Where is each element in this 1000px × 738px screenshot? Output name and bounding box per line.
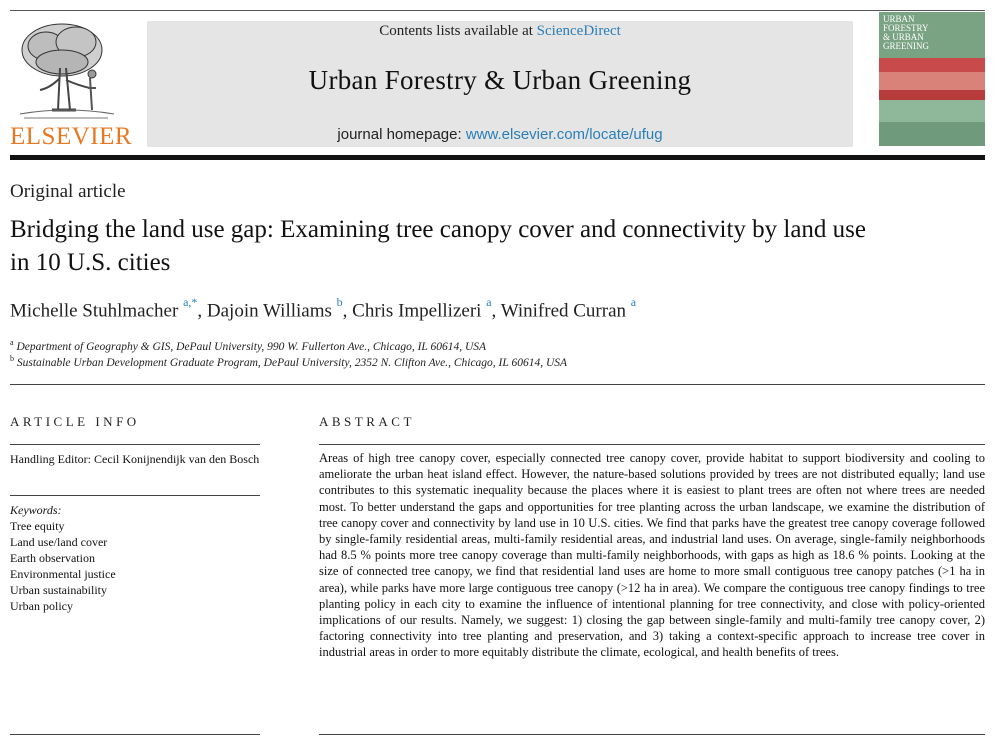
journal-title: Urban Forestry & Urban Greening: [308, 65, 692, 95]
author-affiliation-mark[interactable]: a: [630, 295, 637, 309]
keyword[interactable]: Urban sustainability: [10, 583, 107, 597]
section-rule: [10, 384, 985, 385]
article-type: Original article: [10, 181, 126, 202]
header-thick-rule: [10, 155, 985, 160]
abstract-bottom-rule: [319, 734, 985, 735]
cover-band-dark-green: [879, 122, 985, 146]
cover-band-green: [879, 100, 985, 122]
keyword[interactable]: Earth observation: [10, 551, 95, 565]
author-name[interactable]: Dajoin Williams: [206, 300, 332, 322]
cover-title-word: URBAN: [892, 32, 924, 42]
article-title: Bridging the land use gap: Examining tree canopy cover and connectivity by land use in 10 U.S. cities: [10, 216, 867, 276]
author-name[interactable]: Winifred Curran: [500, 300, 627, 322]
author-separator: ,: [491, 300, 501, 322]
author-affiliation-mark[interactable]: a,*: [183, 295, 198, 309]
cover-ampersand: &: [883, 32, 891, 42]
keywords-heading: Keywords:: [10, 503, 62, 517]
journal-cover-thumbnail[interactable]: [879, 12, 985, 146]
sciencedirect-link[interactable]: ScienceDirect: [536, 23, 621, 39]
article-info-bottom-rule: [10, 734, 260, 735]
cover-title-line: GREENING: [883, 41, 929, 51]
author-list: [10, 295, 637, 322]
affiliation-text: Department of Geography & GIS, DePaul University, 990 W. Fullerton Ave., Chicago, IL 60614, USA: [16, 340, 487, 353]
article-info-heading: ARTICLE INFO: [10, 414, 140, 429]
contents-line: [147, 23, 853, 40]
keyword[interactable]: Environmental justice: [10, 567, 116, 581]
contents-prefix: Contents lists available at: [379, 23, 537, 39]
keyword[interactable]: Land use/land cover: [10, 535, 108, 549]
cover-band-pink: [879, 72, 985, 90]
journal-homepage-link[interactable]: www.elsevier.com/locate/ufug: [465, 126, 663, 143]
author-affiliation-mark[interactable]: a: [486, 295, 492, 309]
cover-title-line: FORESTRY: [883, 23, 929, 33]
author-name[interactable]: Chris Impellizeri: [352, 300, 482, 322]
author-separator: ,: [197, 300, 207, 322]
affiliation: [10, 338, 486, 353]
author-separator: ,: [342, 300, 353, 322]
abstract-text: Areas of high tree canopy cover, especially connected tree canopy cover, provide habitat to support biodiversity and cooling to ameliorate the urban heat island effect. However, the nature-based solutions provided by trees are not distributed equally; land use contributes to this systematic inequality because the places where it is easiest to plant trees are often not where trees are needed most. To better understand the gaps and opportunities for tree planting across the urban landscape, we examine the distribution of tree canopy cover and connectivity by land use in 10 U.S. cities. We find that parks have the greatest tree canopy coverage followed by single-family residential areas, multi-family residential areas, and industrial land uses. On average, single-family neighborhoods had 8.5 % points more tree canopy coverage than multi-family neighborhoods, with gaps as high as 18.6 % points. Looking at the size of connected tree canopy, we find that residential land uses are home to more small contiguous tree canopy patches (>1 ha in area), while parks have more large contiguous tree canopy (>12 ha in area). We compare the contiguous tree canopy findings to tree planting policy in each city to examine the influence of intentional planning for tree connectivity, and close with policy-oriented implications of our results. Namely, we suggest: 1) closing the gap between single-family and multi-family tree canopy cover, 2) factoring connectivity into tree planting and preservation, and 3) taking a context-specific approach to increase tree cover in industrial areas in order to more equitably distribute the climate, ecological, and health benefits of trees.: [319, 451, 985, 660]
keyword[interactable]: Tree equity: [10, 519, 65, 533]
keywords-rule: [10, 495, 260, 496]
affiliation-mark: b: [10, 354, 14, 363]
author-name[interactable]: Michelle Stuhlmacher: [10, 300, 179, 322]
header-top-rule: [10, 10, 985, 11]
handling-editor: Handling Editor: Cecil Konijnendijk van den Bosch: [10, 452, 260, 466]
affiliation-mark: a: [10, 338, 14, 347]
publisher-name[interactable]: ELSEVIER: [10, 123, 133, 150]
keywords-block: [10, 502, 260, 614]
keyword[interactable]: Urban policy: [10, 599, 73, 613]
abstract-heading: ABSTRACT: [319, 414, 415, 429]
cover-band-red: [879, 58, 985, 72]
affiliation-text: Sustainable Urban Development Graduate Program, DePaul University, 2352 N. Clifton Ave., Chicago, IL 60614, USA: [16, 356, 568, 369]
abstract-rule: [319, 444, 985, 445]
cover-title-line: URBAN: [883, 14, 915, 24]
cover-band-dark-red: [879, 90, 985, 100]
article-info-rule: [10, 444, 260, 445]
homepage-prefix: journal homepage:: [337, 126, 466, 143]
author-affiliation-mark[interactable]: b: [336, 295, 343, 309]
homepage-line: [147, 126, 853, 143]
cover-title: [883, 15, 983, 51]
journal-banner: [147, 21, 853, 147]
affiliation: [10, 354, 567, 369]
